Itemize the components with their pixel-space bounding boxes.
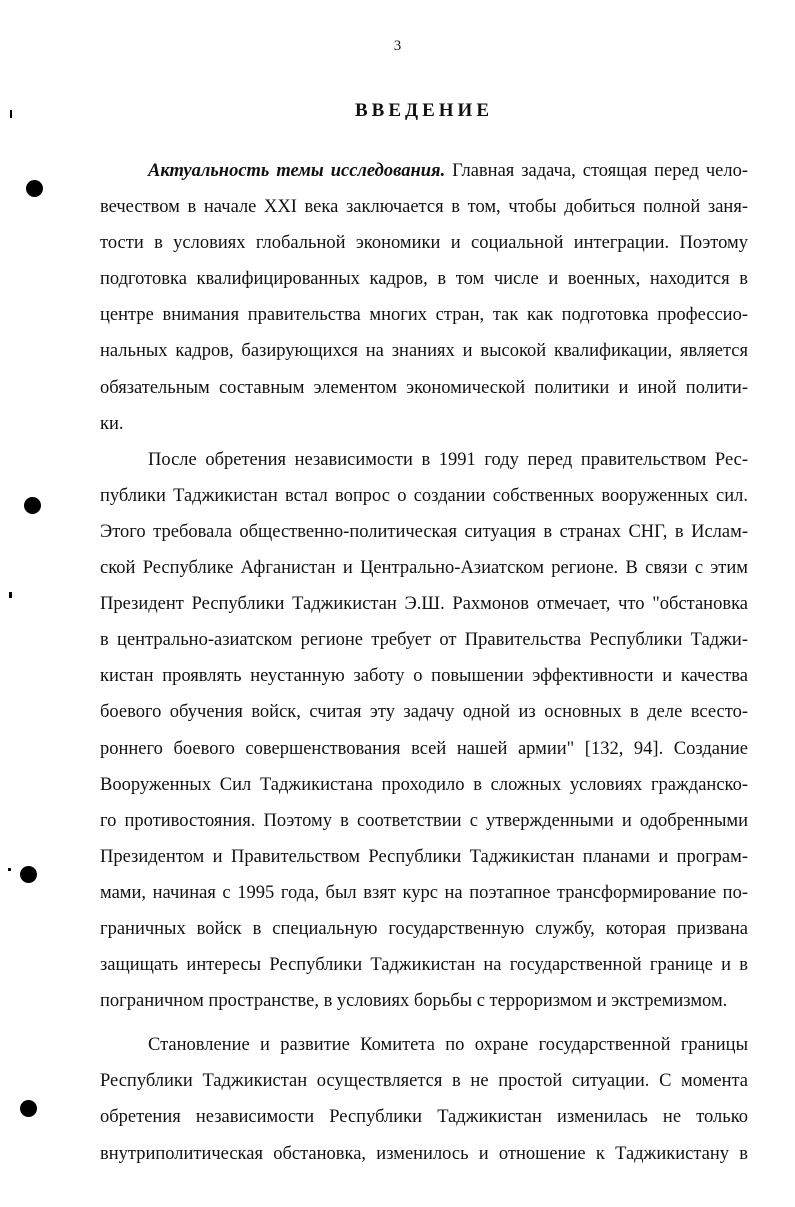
paragraph-line: подготовка квалифицированных кадров, в том числе и военных, находится в	[100, 269, 748, 290]
paragraph-line: ской Республике Афганистан и Центрально-Азиатском регионе. В связи с этим	[100, 558, 748, 579]
paragraph-line: мами, начиная с 1995 года, был взят курс на поэтапное трансформирование по-	[100, 882, 748, 903]
paragraph-line: публики Таджикистан встал вопрос о создании собственных вооруженных сил.	[100, 485, 748, 506]
punch-hole	[26, 180, 43, 197]
document-body	[100, 153, 748, 1172]
scan-speck	[9, 592, 12, 598]
paragraph-line: вечеством в начале XXI века заключается в том, чтобы добиться полной заня-	[100, 197, 748, 218]
paragraph-line: Президент Республики Таджикистан Э.Ш. Рахмонов отмечает, что "обстановка	[100, 594, 748, 615]
paragraph-gap	[100, 1019, 748, 1027]
paragraph-line: тости в условиях глобальной экономики и социальной интеграции. Поэтому	[100, 233, 748, 254]
paragraph-line: в центрально-азиатском регионе требует от Правительства Республики Таджи-	[100, 630, 748, 651]
paragraph-line: Республики Таджикистан осуществляется в не простой ситуации. С момента	[100, 1071, 748, 1092]
paragraph-line: нальных кадров, базирующихся на знаниях и высокой квалификации, является	[100, 341, 748, 362]
paragraph-line: роннего боевого совершенствования всей нашей армии" [132, 94]. Создание	[100, 738, 748, 759]
paragraph-line: Этого требовала общественно-политическая ситуация в странах СНГ, в Ислам-	[100, 521, 748, 542]
page-number: 3	[393, 38, 402, 54]
line-text: Главная задача, стоящая перед чело-	[445, 161, 748, 181]
paragraph-line: Становление и развитие Комитета по охране государственной границы	[148, 1035, 748, 1056]
paragraph-line: обязательным составным элементом экономической политики и иной полити-	[100, 377, 748, 398]
scan-speck	[10, 110, 12, 118]
paragraph-line: граничных войск в специальную государственную службу, которая призвана	[100, 918, 748, 939]
paragraph-line	[100, 153, 748, 189]
paragraph-line: центре внимания правительства многих стран, так как подготовка профессио-	[100, 305, 748, 326]
paragraph-line: го противостояния. Поэтому в соответствии с утвержденными и одобренными	[100, 810, 748, 831]
paragraph-line: боевого обучения войск, считая эту задачу одной из основных в деле всесто-	[100, 702, 748, 723]
scan-speck	[8, 868, 11, 871]
punch-hole	[24, 497, 41, 514]
paragraph-line: пограничном пространстве, в условиях борьбы с терроризмом и экстремизмом.	[100, 991, 728, 1012]
paragraph-line: внутриполитическая обстановка, изменилось и отношение к Таджикистану в	[100, 1143, 748, 1164]
paragraph-line: Вооруженных Сил Таджикистана проходило в сложных условиях гражданско-	[100, 774, 748, 795]
punch-hole	[20, 866, 37, 883]
paragraph-line: защищать интересы Республики Таджикистан на государственной границе и в	[100, 955, 748, 976]
paragraph-line: кистан проявлять неустанную заботу о повышении эффективности и качества	[100, 666, 748, 687]
page-title: ВВЕДЕНИЕ	[355, 100, 493, 121]
paragraph-line: обретения независимости Республики Таджикистан изменилась не только	[100, 1107, 748, 1128]
paragraph-line: ки.	[100, 413, 124, 434]
paragraph-line: После обретения независимости в 1991 году перед правительством Рес-	[148, 449, 748, 470]
paragraph-line: Президентом и Правительством Республики Таджикистан планами и програм-	[100, 846, 748, 867]
punch-hole	[20, 1100, 37, 1117]
section-lead: Актуальность темы исследования.	[148, 161, 446, 181]
